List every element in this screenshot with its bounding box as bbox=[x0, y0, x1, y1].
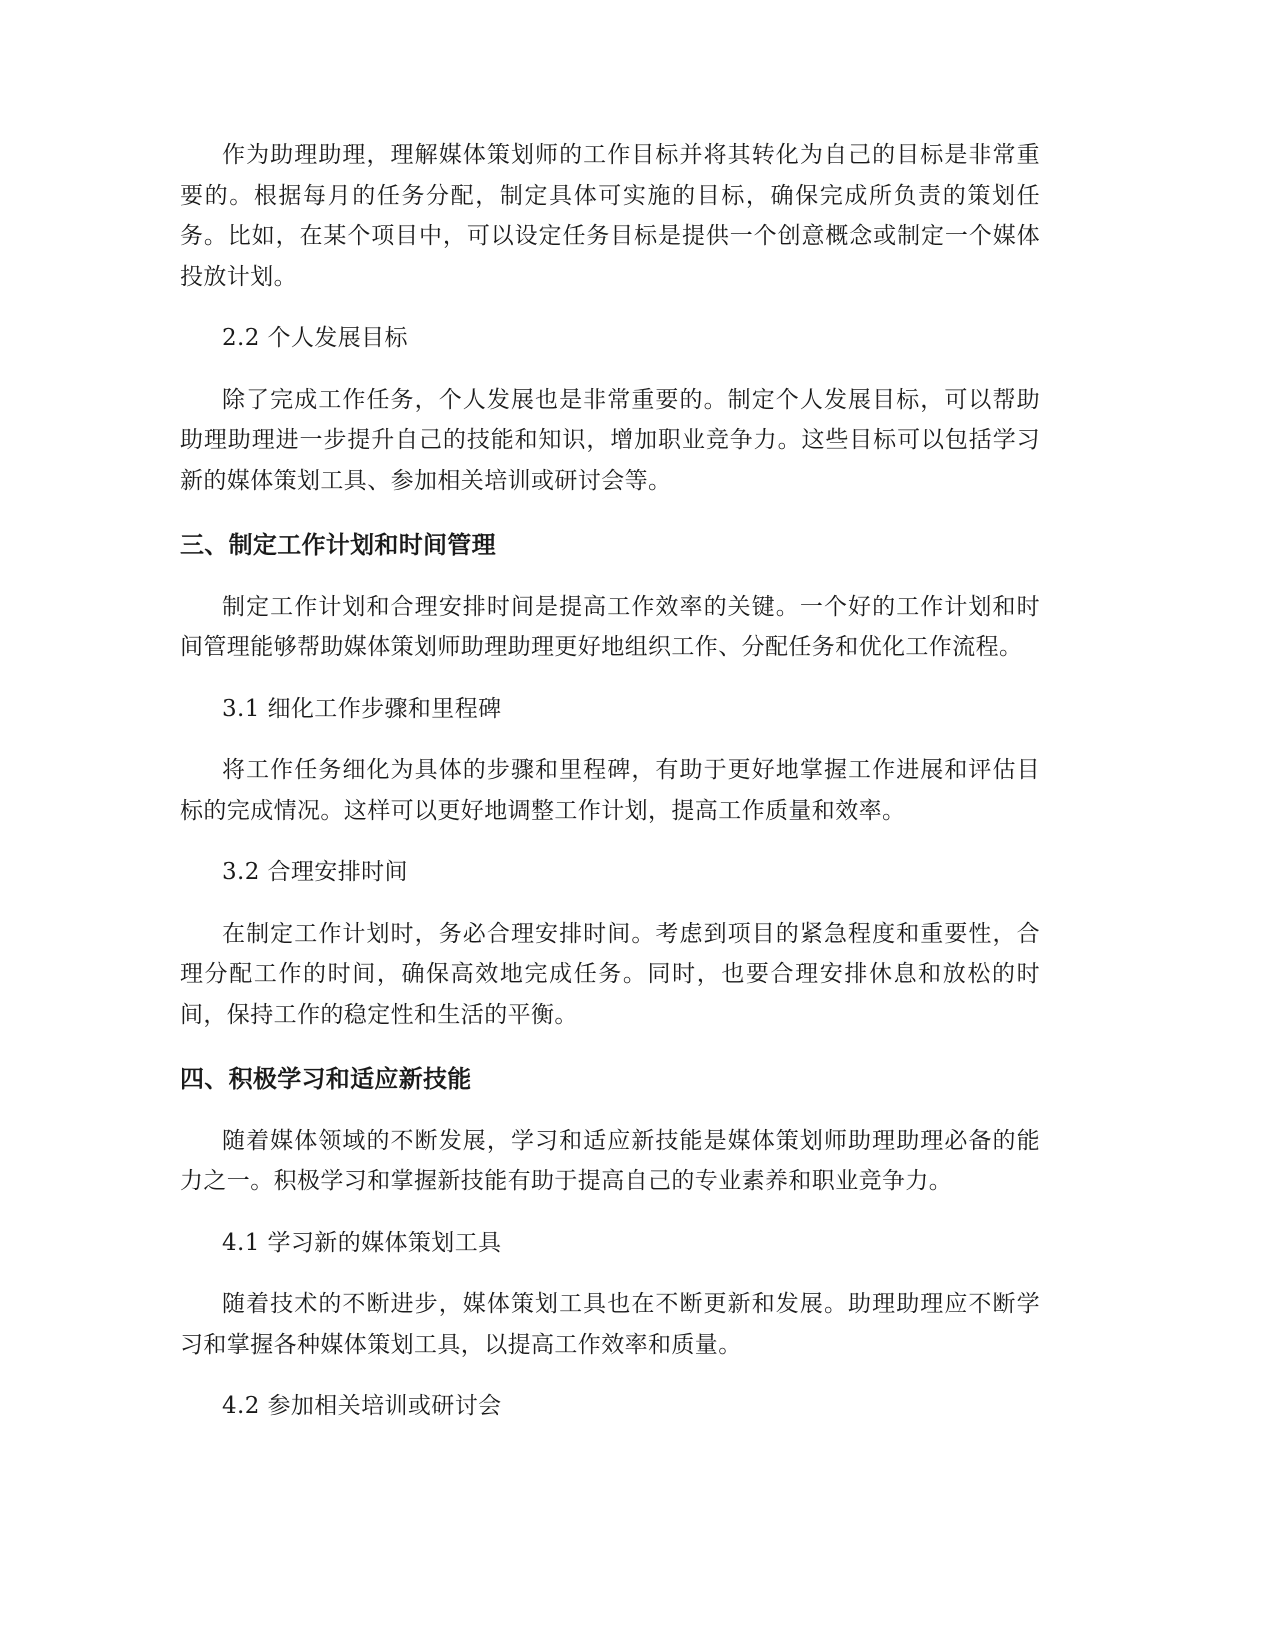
paragraph-assistant-goals: 作为助理助理，理解媒体策划师的工作目标并将其转化为自己的目标是非常重要的。根据每月的任务分配，制定具体可实施的目标，确保完成所负责的策划任务。比如，在某个项目中，可以设定任务目标是提供一个创意概念或制定一个媒体投放计划。 bbox=[180, 142, 1040, 290]
subheading-2-2: 2.2 个人发展目标 bbox=[222, 325, 408, 351]
paragraph-work-plan: 制定工作计划和合理安排时间是提高工作效率的关键。一个好的工作计划和时间管理能够帮助媒体策划师助理助理更好地组织工作、分配任务和优化工作流程。 bbox=[180, 593, 1040, 660]
subheading-3-2: 3.2 合理安排时间 bbox=[222, 859, 408, 885]
paragraph-personal-development: 除了完成工作任务，个人发展也是非常重要的。制定个人发展目标，可以帮助助理助理进一步提升自己的技能和知识，增加职业竞争力。这些目标可以包括学习新的媒体策划工具、参加相关培训或研讨会等。 bbox=[180, 386, 1040, 494]
section-heading-4: 四、积极学习和适应新技能 bbox=[180, 1065, 472, 1093]
paragraph-planning-tools: 随着技术的不断进步，媒体策划工具也在不断更新和发展。助理助理应不断学习和掌握各种媒体策划工具，以提高工作效率和质量。 bbox=[180, 1291, 1040, 1358]
paragraph-milestones: 将工作任务细化为具体的步骤和里程碑，有助于更好地掌握工作进展和评估目标的完成情况。这样可以更好地调整工作计划，提高工作质量和效率。 bbox=[180, 757, 1040, 824]
section-heading-3: 三、制定工作计划和时间管理 bbox=[180, 531, 496, 559]
subheading-4-1: 4.1 学习新的媒体策划工具 bbox=[222, 1229, 502, 1256]
document-page bbox=[180, 135, 1040, 1427]
paragraph-time-arrangement: 在制定工作计划时，务必合理安排时间。考虑到项目的紧急程度和重要性，合理分配工作的时间，确保高效地完成任务。同时，也要合理安排休息和放松的时间，保持工作的稳定性和生活的平衡。 bbox=[180, 920, 1040, 1028]
subheading-3-1: 3.1 细化工作步骤和里程碑 bbox=[222, 695, 502, 722]
paragraph-learning-skills: 随着媒体领域的不断发展，学习和适应新技能是媒体策划师助理助理必备的能力之一。积极学习和掌握新技能有助于提高自己的专业素养和职业竞争力。 bbox=[180, 1127, 1040, 1194]
subheading-4-2: 4.2 参加相关培训或研讨会 bbox=[222, 1393, 502, 1419]
